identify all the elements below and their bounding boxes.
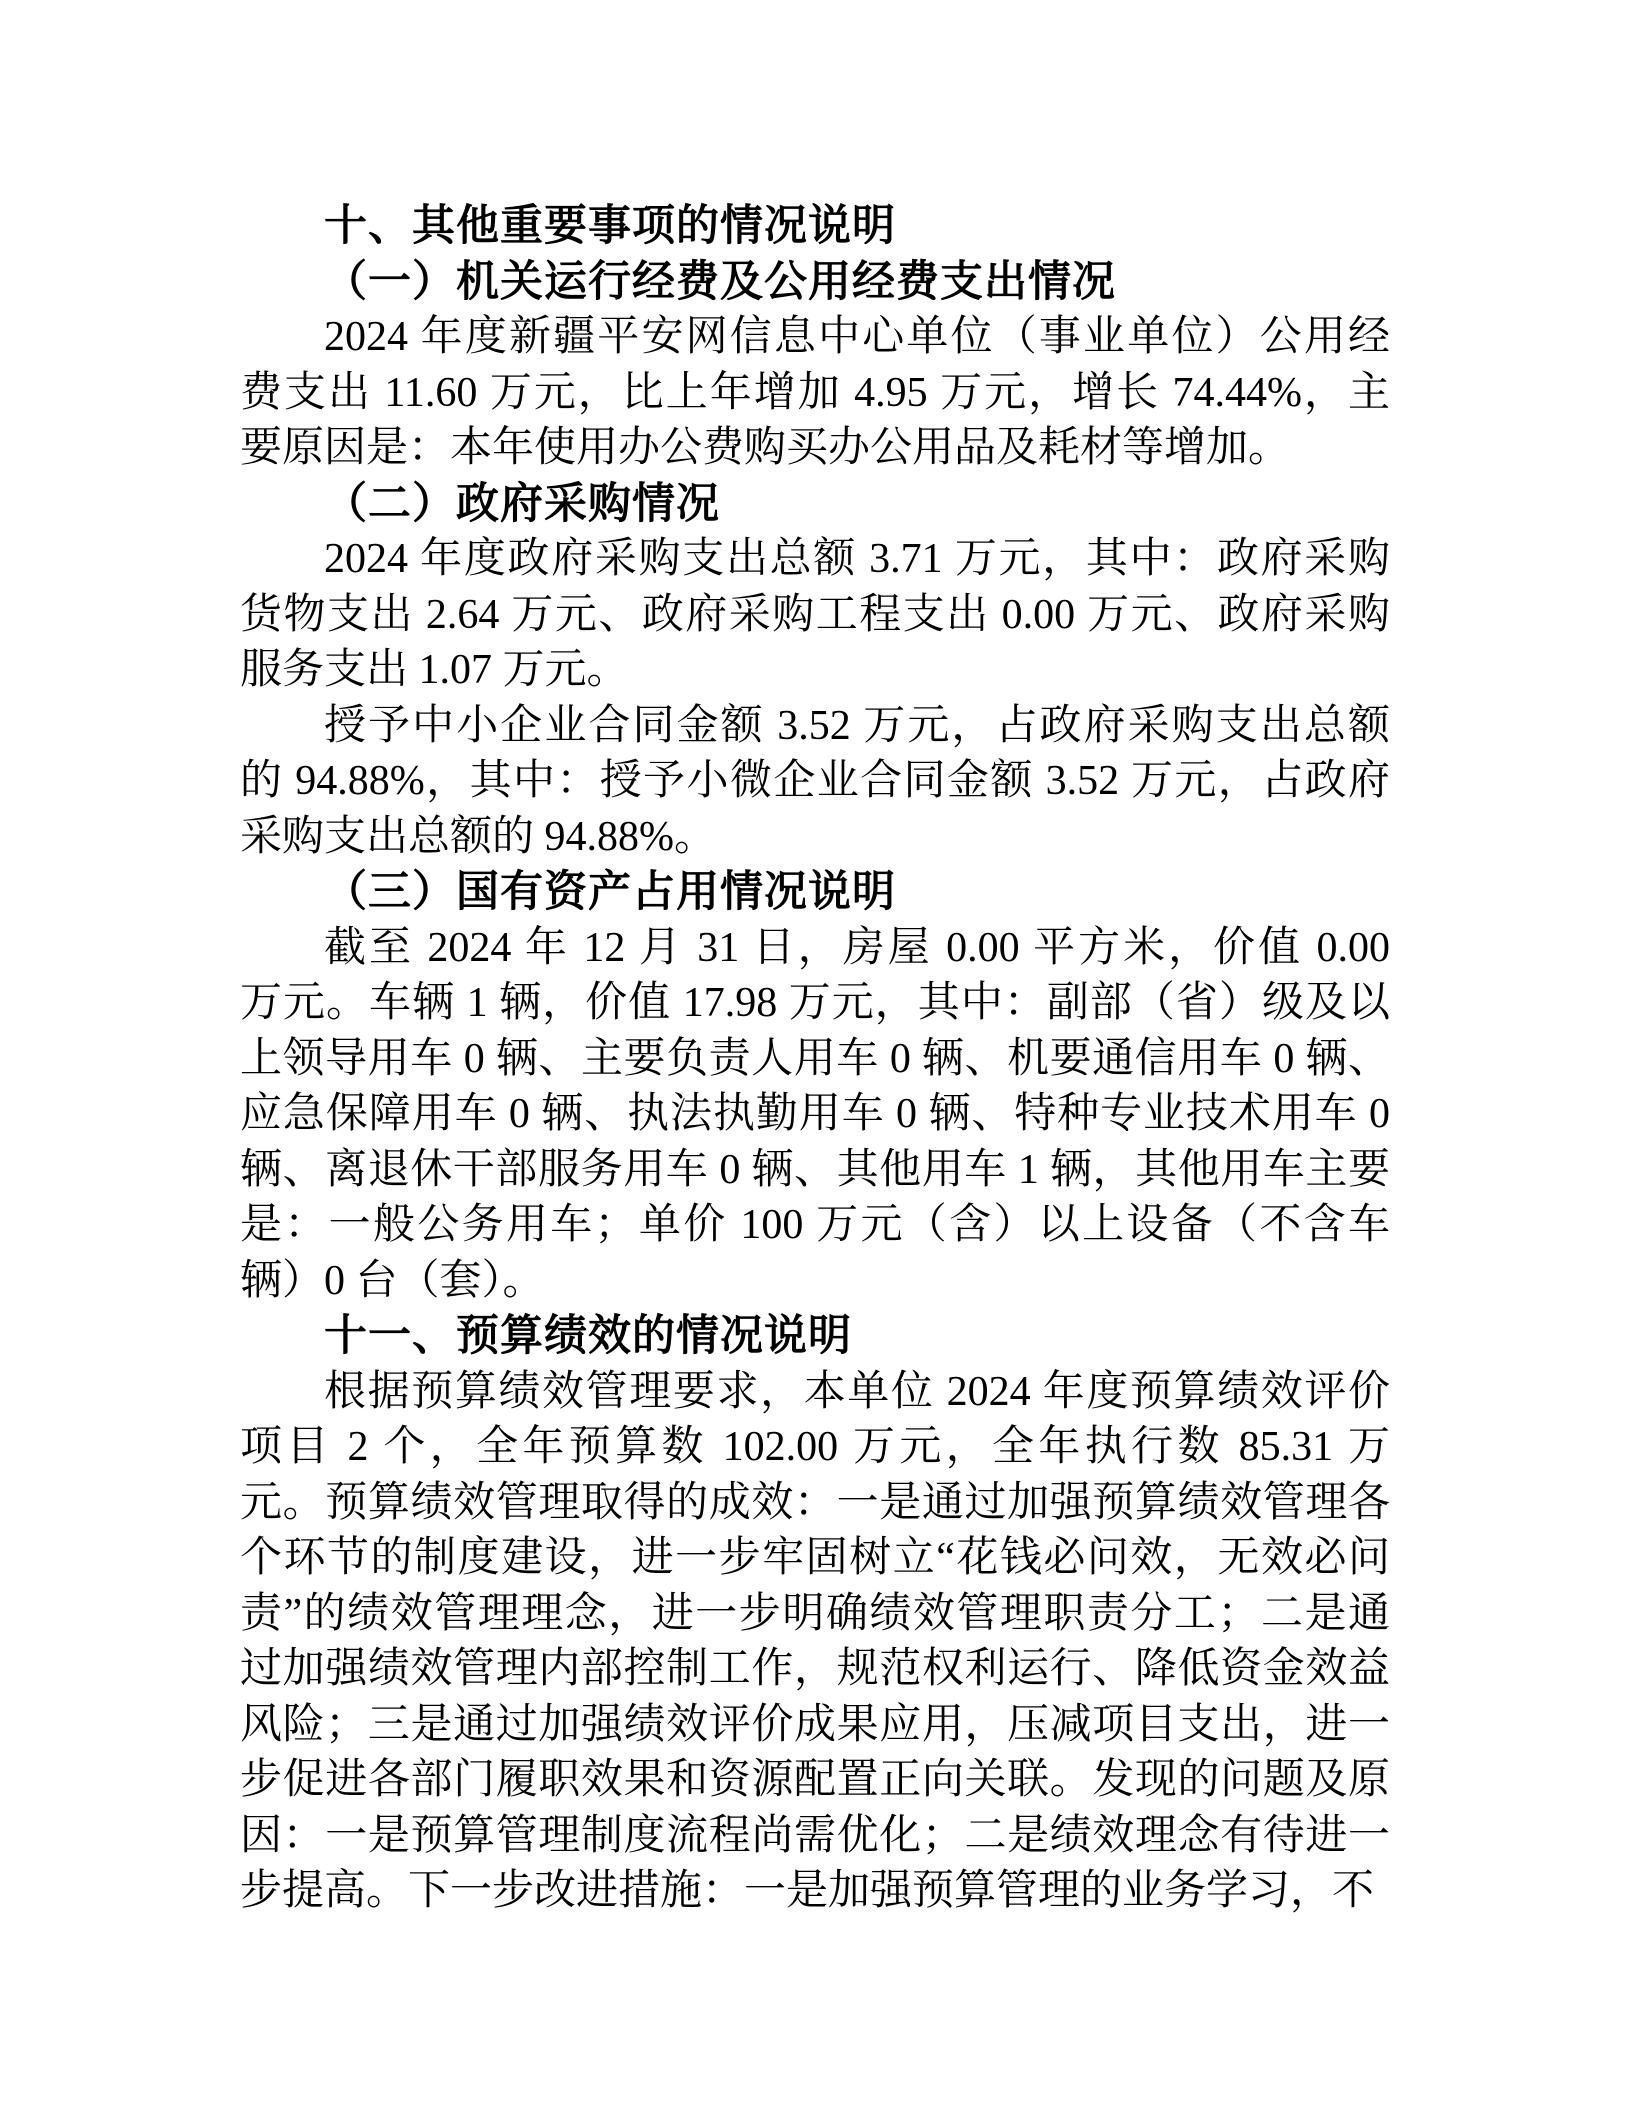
text-line: 应急保障用车 0 辆、执法执勤用车 0 辆、特种专业技术用车 0 xyxy=(240,1091,1390,1137)
text-line: 步促进各部门履职效果和资源配置正向关联。发现的问题及原 xyxy=(240,1757,1390,1803)
text-line: 采购支出总额的 94.88%。 xyxy=(240,813,716,860)
section-heading: （三）国有资产占用情况说明 xyxy=(324,867,896,917)
text-line: 的 94.88%，其中：授予小微企业合同金额 3.52 万元，占政府 xyxy=(240,758,1390,804)
text-line: 授予中小企业合同金额 3.52 万元，占政府采购支出总额 xyxy=(324,702,1390,749)
text-line: 因：一是预算管理制度流程尚需优化；二是绩效理念有待进一 xyxy=(240,1812,1390,1859)
text-line: 截至 2024 年 12 月 31 日，房屋 0.00 平方米，价值 0.00 xyxy=(324,924,1390,971)
text-line: 责”的绩效管理理念，进一步明确绩效管理职责分工；二是通 xyxy=(240,1590,1390,1637)
section-heading: （二）政府采购情况 xyxy=(324,478,720,529)
text-line: 2024 年度新疆平安网信息中心单位（事业单位）公用经 xyxy=(324,314,1390,360)
section-heading: 十一、预算绩效的情况说明 xyxy=(324,1311,852,1361)
text-line: 过加强绩效管理内部控制工作，规范权利运行、降低资金效益 xyxy=(240,1646,1390,1692)
text-line: 步提高。下一步改进措施：一是加强预算管理的业务学习，不 xyxy=(240,1868,1375,1914)
text-line: 是：一般公务用车；单价 100 万元（含）以上设备（不含车 xyxy=(240,1202,1390,1248)
text-line: 辆、离退休干部服务用车 0 辆、其他用车 1 辆，其他用车主要 xyxy=(240,1146,1390,1193)
text-block xyxy=(240,199,1390,1920)
text-line: 根据预算绩效管理要求，本单位 2024 年度预算绩效评价 xyxy=(324,1368,1390,1415)
text-line: 万元。车辆 1 辆，价值 17.98 万元，其中：副部（省）级及以 xyxy=(240,980,1390,1026)
text-line: 辆）0 台（套）。 xyxy=(240,1257,545,1304)
text-line: 2024 年度政府采购支出总额 3.71 万元，其中：政府采购 xyxy=(324,536,1390,582)
text-line: 项目 2 个，全年预算数 102.00 万元，全年执行数 85.31 万 xyxy=(240,1424,1390,1470)
text-line: 要原因是：本年使用办公费购买办公用品及耗材等增加。 xyxy=(240,425,1291,471)
text-line: 个环节的制度建设，进一步牢固树立“花钱必问效，无效必问 xyxy=(240,1535,1390,1581)
text-line: 费支出 11.60 万元，比上年增加 4.95 万元，增长 74.44%，主 xyxy=(240,369,1390,416)
section-heading: 十、其他重要事项的情况说明 xyxy=(324,201,896,251)
text-line: 风险；三是通过加强绩效评价成果应用，压减项目支出，进一 xyxy=(240,1701,1390,1748)
text-line: 货物支出 2.64 万元、政府采购工程支出 0.00 万元、政府采购 xyxy=(240,591,1390,638)
text-line: 服务支出 1.07 万元。 xyxy=(240,647,629,693)
text-line: 元。预算绩效管理取得的成效：一是通过加强预算绩效管理各 xyxy=(240,1479,1390,1526)
section-heading: （一）机关运行经费及公用经费支出情况 xyxy=(324,256,1116,307)
text-line: 上领导用车 0 辆、主要负责人用车 0 辆、机要通信用车 0 辆、 xyxy=(240,1035,1390,1082)
